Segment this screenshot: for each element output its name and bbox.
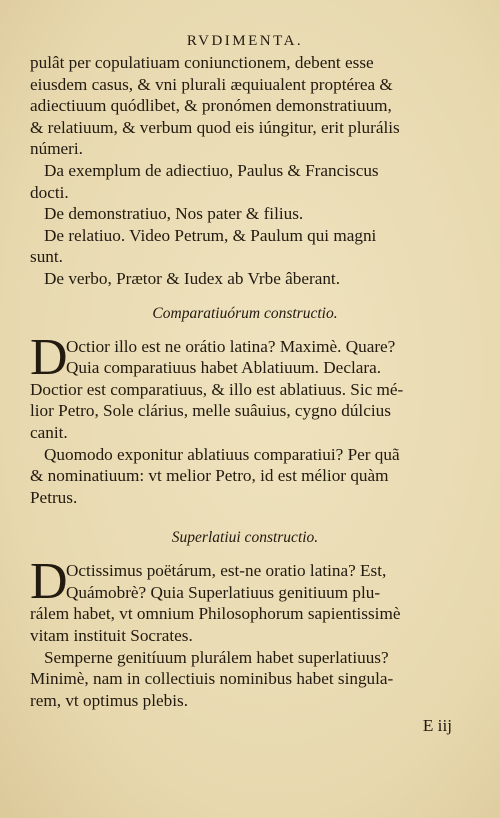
text-line: Petrus. [30,487,78,507]
superlatives-paragraph [30,553,460,646]
text-line: docti. [30,182,69,202]
text-line: númeri. [30,139,83,159]
text-line: Octissimus poëtárum, est-ne oratio latina? Est, [66,561,387,581]
section-title-superlatives: Superlatiui constructio. [171,529,319,547]
examples-paragraph [30,160,460,290]
comparatives-question [30,444,460,509]
text-line: Semperne genitíuum plurálem habet superlatiuus? [44,647,389,667]
drop-cap: D [30,328,68,386]
intro-paragraph [30,52,460,160]
text-line: eiusdem casus, & vni plurali æquiualent proptérea & [30,74,393,94]
text-line: Quia comparatiuus habet Ablatiuum. Declara. [66,358,381,378]
text-line: Octior illo est ne orátio latina? Maximè. Quare? [66,336,396,356]
section-title-comparatives: Comparatiuórum constructio. [152,304,338,322]
text-line: vitam instituit Socrates. [30,626,193,646]
text-line: Minimè, nam in collectiuis nominibus habet singula- [30,669,394,689]
text-line: De relatiuo. Video Petrum, & Paulum qui magni [44,225,377,245]
text-line: Doctior est comparatiuus, & illo est ablatiuus. Sic mé- [30,379,404,399]
signature-mark: E iij [422,716,452,736]
text-line: sunt. [30,247,63,267]
text-line: & relatiuum, & verbum quod eis iúngitur, erit plurális [30,117,400,137]
text-line: rem, vt optimus plebis. [30,690,189,710]
text-line: adiectiuum quódlibet, & pronómen demonstratiuum, [30,96,392,116]
text-line: canit. [30,422,68,442]
text-line: & nominatiuum: vt melior Petro, id est mélior quàm [30,466,389,486]
text-line: Da exemplum de adiectiuo, Paulus & Franciscus [44,160,379,180]
comparatives-paragraph [30,328,460,444]
text-line: De verbo, Prætor & Iudex ab Vrbe âberant. [44,268,340,288]
text-line: pulât per copulatiuam coniunctionem, debent esse [30,53,374,72]
text-line: Quámobrè? Quia Superlatiuus genitiuum plu- [66,582,381,602]
drop-cap: D [30,553,68,611]
text-line: lior Petro, Sole clárius, melle suâuius, cygno dúlcius [30,401,391,421]
running-head: RVDIMENTA. [186,33,304,49]
text-line: Quomodo exponitur ablatiuus comparatiui? Per quã [44,444,400,464]
superlatives-question [30,647,460,712]
text-line: rálem habet, vt omnium Philosophorum sapientissimè [30,604,401,624]
text-line: De demonstratiuo, Nos pater & filius. [44,204,304,224]
